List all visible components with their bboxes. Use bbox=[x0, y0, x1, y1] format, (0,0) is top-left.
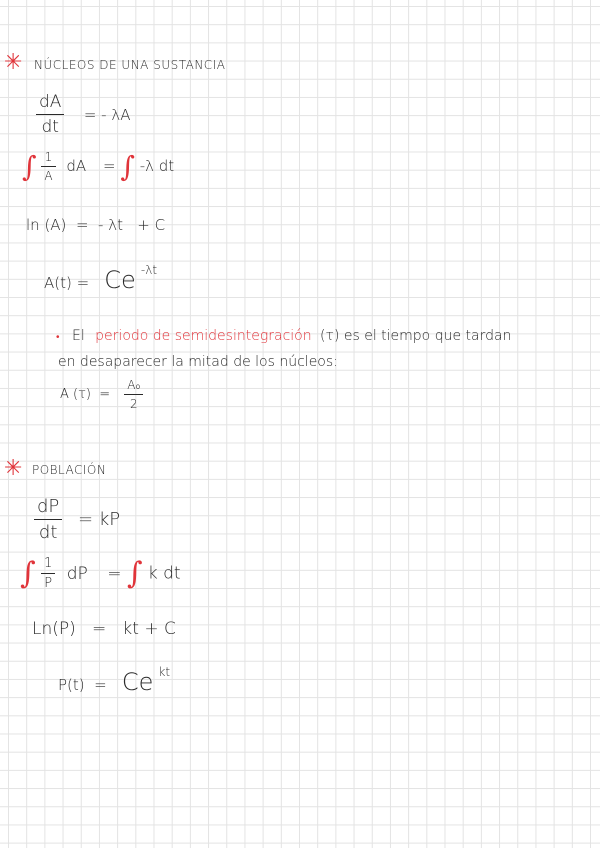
fraction-denominator: P bbox=[44, 576, 53, 591]
definition-paragraph bbox=[56, 323, 511, 351]
fraction-bar bbox=[41, 573, 55, 574]
equation-half-life bbox=[60, 378, 143, 411]
equation-rhs: = kP bbox=[78, 508, 121, 530]
fraction-dA-dt bbox=[36, 92, 64, 137]
fraction-numerator: A₀ bbox=[127, 378, 141, 392]
fraction-bar bbox=[34, 519, 62, 520]
fraction-numerator: 1 bbox=[44, 556, 53, 571]
equation-rhs: k dt bbox=[147, 563, 181, 584]
integral-sign: ∫ bbox=[120, 150, 135, 183]
fraction-numerator: 1 bbox=[44, 150, 53, 164]
equals-sign: = bbox=[107, 563, 122, 584]
asterisk-icon: ✳ bbox=[4, 456, 23, 481]
section-heading-poblacion: POBLACIÓN bbox=[32, 463, 107, 477]
fraction-denominator: A bbox=[44, 169, 53, 183]
section-heading-nucleos: NÚCLEOS DE UNA SUSTANCIA bbox=[34, 58, 226, 72]
equation-lhs: P(t) = bbox=[58, 676, 107, 694]
fraction-bar bbox=[124, 394, 143, 395]
equation-lhs: A(t) = bbox=[44, 274, 90, 292]
equation-base: Ce bbox=[104, 266, 136, 294]
equation-decay-rate bbox=[36, 92, 130, 137]
equals-sign: = bbox=[102, 157, 116, 175]
equation-growth-rate bbox=[34, 496, 120, 543]
fraction-1-P bbox=[41, 556, 55, 591]
equation-integral-decay bbox=[22, 150, 174, 183]
integral-sign: ∫ bbox=[20, 556, 36, 591]
fraction-A0-2 bbox=[124, 378, 143, 411]
fraction-numerator: dP bbox=[37, 496, 60, 517]
equation-rhs: -λ dt bbox=[139, 157, 175, 175]
equation-term: dA bbox=[66, 157, 87, 175]
fraction-denominator: dt bbox=[38, 522, 58, 543]
equation-integral-growth bbox=[20, 556, 181, 591]
integral-sign: ∫ bbox=[22, 150, 37, 183]
equation-ln-P: Ln(P) = kt + C bbox=[32, 619, 176, 639]
integral-sign: ∫ bbox=[126, 556, 143, 591]
fraction-bar bbox=[41, 166, 55, 167]
bullet-point: • bbox=[56, 332, 60, 343]
equation-term: dP bbox=[66, 563, 88, 584]
fraction-denominator: dt bbox=[41, 117, 59, 137]
definition-paragraph-line2: en desaparecer la mitad de los núcleos: bbox=[58, 354, 338, 370]
fraction-numerator: dA bbox=[39, 92, 62, 112]
fraction-1-A bbox=[41, 150, 55, 183]
fraction-dP-dt bbox=[34, 496, 62, 543]
asterisk-icon: ✳ bbox=[4, 50, 23, 75]
fraction-denominator: 2 bbox=[129, 397, 138, 411]
paragraph-text: El bbox=[71, 328, 85, 344]
equation-base: Ce bbox=[121, 668, 154, 696]
equation-lhs: A (τ) = bbox=[60, 387, 111, 402]
equation-rhs: = - λA bbox=[83, 105, 131, 124]
highlighted-term: periodo de semidesintegración bbox=[95, 328, 312, 344]
equation-ln-A: ln (A) = - λt + C bbox=[26, 216, 166, 234]
equation-P-of-t bbox=[58, 665, 171, 696]
equation-exponent: kt bbox=[158, 665, 171, 679]
equation-exponent: -λt bbox=[140, 263, 158, 277]
fraction-bar bbox=[36, 114, 64, 115]
equation-A-of-t bbox=[44, 263, 158, 294]
paragraph-text: (τ) es el tiempo que tardan bbox=[320, 328, 512, 344]
